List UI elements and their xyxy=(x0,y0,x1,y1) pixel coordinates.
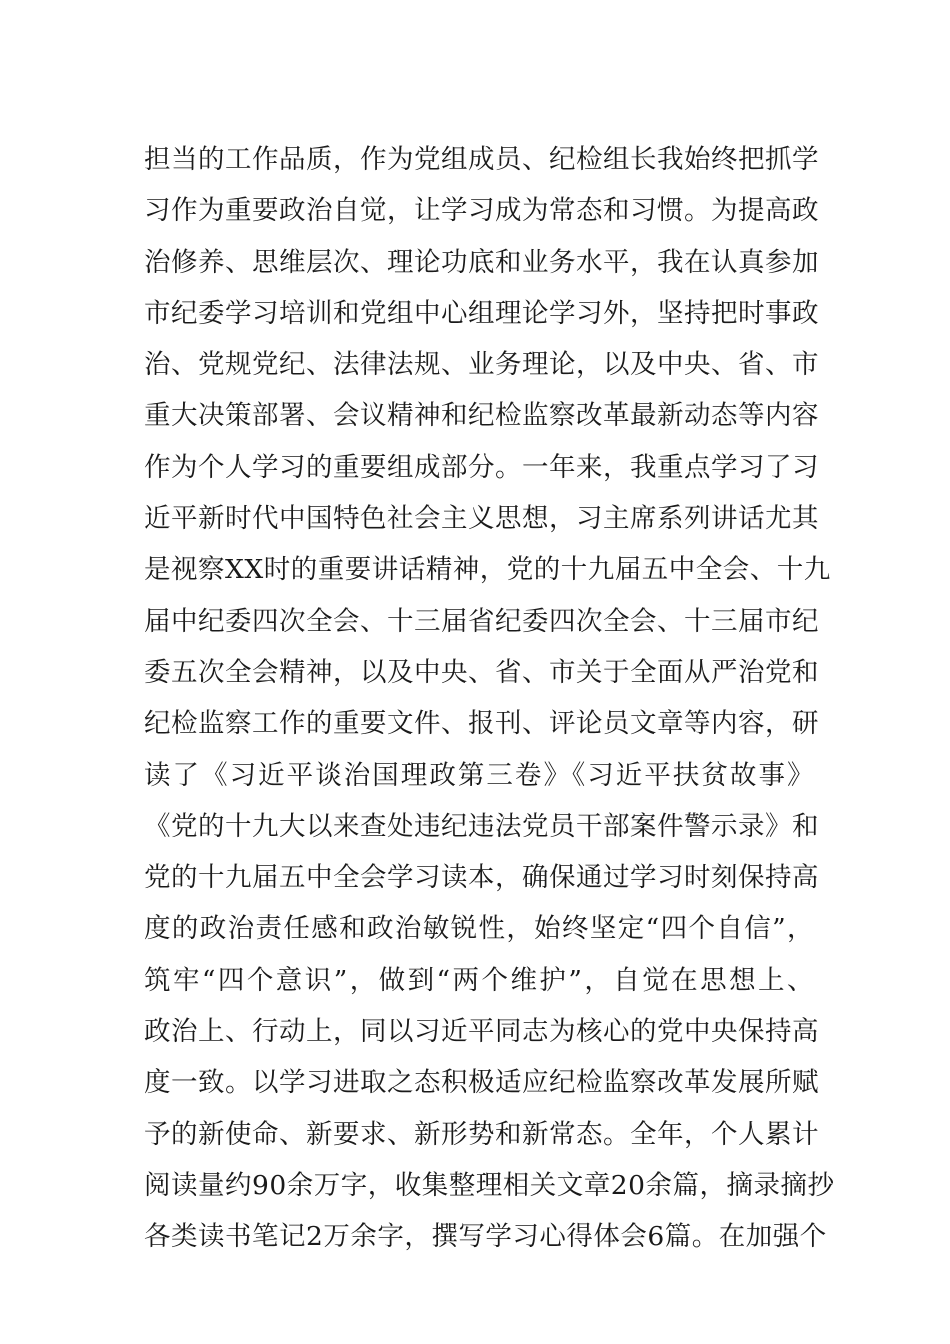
text-line: 是视察XX时的重要讲话精神，党的十九届五中全会、十九 xyxy=(144,554,831,586)
text-line: 治、党规党纪、法律法规、业务理论，以及中央、省、市 xyxy=(144,349,819,381)
body-text xyxy=(144,134,835,1263)
text-line: 度一致。以学习进取之态积极适应纪检监察改革发展所赋 xyxy=(144,1067,819,1099)
text-line: 阅读量约90余万字，收集整理相关文章20余篇，摘录摘抄 xyxy=(144,1169,835,1201)
text-line: 重大决策部署、会议精神和纪检监察改革最新动态等内容 xyxy=(144,400,819,432)
text-line: 予的新使命、新要求、新形势和新常态。全年，个人累计 xyxy=(144,1118,819,1150)
text-line: 各类读书笔记2万余字，撰写学习心得体会6篇。在加强个 xyxy=(144,1221,827,1253)
text-line: 筑牢“四个意识”，做到“两个维护”，自觉在思想上、 xyxy=(144,964,814,996)
text-line: 近平新时代中国特色社会主义思想，习主席系列讲话尤其 xyxy=(144,503,819,535)
text-line: 委五次全会精神，以及中央、省、市关于全面从严治党和 xyxy=(144,656,819,688)
text-line: 治修养、思维层次、理论功底和业务水平，我在认真参加 xyxy=(144,246,819,278)
text-line: 读了《习近平谈治国理政第三卷》《习近平扶贫故事》 xyxy=(144,759,814,791)
text-line: 作为个人学习的重要组成部分。一年来，我重点学习了习 xyxy=(144,451,819,483)
text-line: 政治上、行动上，同以习近平同志为核心的党中央保持高 xyxy=(144,1016,819,1048)
text-line: 届中纪委四次全会、十三届省纪委四次全会、十三届市纪 xyxy=(144,605,819,637)
text-line: 担当的工作品质，作为党组成员、纪检组长我始终把抓学 xyxy=(144,144,819,175)
text-line: 习作为重要政治自觉，让学习成为常态和习惯。为提高政 xyxy=(144,195,819,227)
text-line: 纪检监察工作的重要文件、报刊、评论员文章等内容，研 xyxy=(144,708,819,740)
text-line: 党的十九届五中全会学习读本，确保通过学习时刻保持高 xyxy=(144,862,819,894)
text-line: 度的政治责任感和政治敏锐性，始终坚定“四个自信”， xyxy=(144,913,814,945)
text-line: 《党的十九大以来查处违纪违法党员干部案件警示录》和 xyxy=(144,810,819,842)
text-line: 市纪委学习培训和党组中心组理论学习外，坚持把时事政 xyxy=(144,297,819,329)
